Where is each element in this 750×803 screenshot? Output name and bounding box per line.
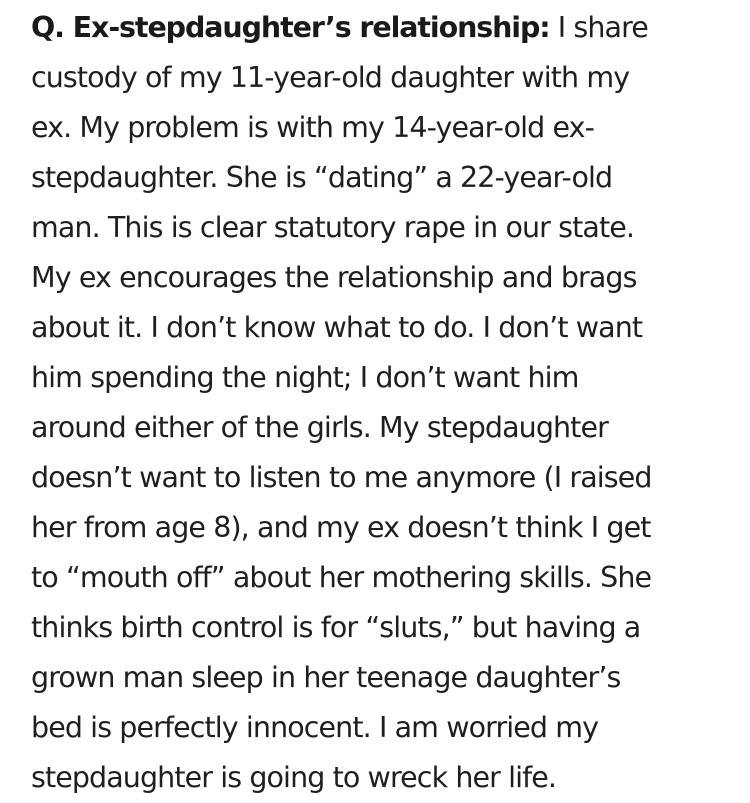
question-line-13: thinks birth control is for “sluts,” but having a xyxy=(31,611,641,644)
question-line-9: around either of the girls. My stepdaughter xyxy=(31,411,608,444)
question-heading: Q. Ex-stepdaughter’s relationship: xyxy=(31,11,550,44)
question-line-3: ex. My problem is with my 14-year-old ex- xyxy=(31,111,594,144)
advice-question xyxy=(31,0,727,800)
question-line-16: stepdaughter is going to wreck her life. xyxy=(31,761,557,794)
question-line-2: custody of my 11-year-old daughter with my xyxy=(31,61,630,94)
question-line-4: stepdaughter. She is “dating” a 22-year-old xyxy=(31,161,613,194)
question-text-segment: I share xyxy=(549,11,648,44)
question-line-5: man. This is clear statutory rape in our state. xyxy=(31,211,635,244)
question-line-6: My ex encourages the relationship and brags xyxy=(31,261,637,294)
question-line-15: bed is perfectly innocent. I am worried my xyxy=(31,711,599,744)
question-line-1 xyxy=(31,3,727,53)
question-line-14: grown man sleep in her teenage daughter’s xyxy=(31,661,621,694)
question-line-12: to “mouth off” about her mothering skills. She xyxy=(31,561,652,594)
question-line-8: him spending the night; I don’t want him xyxy=(31,361,579,394)
question-line-10: doesn’t want to listen to me anymore (I raised xyxy=(31,461,652,494)
question-line-11: her from age 8), and my ex doesn’t think I get xyxy=(31,511,651,544)
question-line-7: about it. I don’t know what to do. I don’t want xyxy=(31,311,643,344)
